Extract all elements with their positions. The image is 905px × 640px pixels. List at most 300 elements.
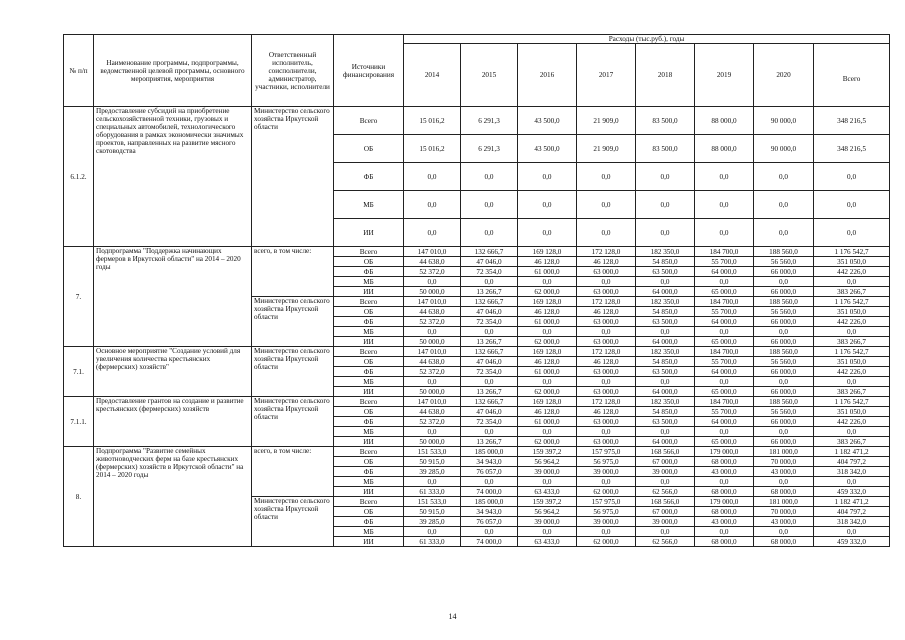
total-value: 351 050,0 bbox=[814, 257, 890, 267]
year-value: 169 128,0 bbox=[518, 397, 577, 407]
year-value: 0,0 bbox=[695, 427, 754, 437]
year-value: 147 010,0 bbox=[404, 397, 461, 407]
program-name: Предоставление субсидий на приобретение сельскохозяйственной техники, грузовых и специальных автомобилей, технологического оборудования в рамках экономически значимых проектов, направленных на развитие мясного скотоводства bbox=[94, 107, 252, 247]
year-value: 62 000,0 bbox=[518, 337, 577, 347]
funding-source: ФБ bbox=[334, 367, 404, 377]
total-value: 1 176 542,7 bbox=[814, 247, 890, 257]
year-value: 0,0 bbox=[577, 477, 636, 487]
header-year: 2019 bbox=[695, 44, 754, 107]
year-value: 62 566,0 bbox=[636, 487, 695, 497]
funding-source: МБ bbox=[334, 477, 404, 487]
total-value: 0,0 bbox=[814, 377, 890, 387]
year-value: 43 500,0 bbox=[518, 135, 577, 163]
responsible-executor: Министерство сельского хозяйства Иркутской области bbox=[252, 397, 334, 447]
year-value: 66 000,0 bbox=[754, 267, 814, 277]
funding-source: МБ bbox=[334, 191, 404, 219]
year-value: 68 000,0 bbox=[695, 507, 754, 517]
total-value: 459 332,0 bbox=[814, 537, 890, 547]
year-value: 54 850,0 bbox=[636, 307, 695, 317]
total-value: 1 182 471,2 bbox=[814, 447, 890, 457]
year-value: 50 000,0 bbox=[404, 387, 461, 397]
year-value: 0,0 bbox=[404, 219, 461, 247]
total-value: 0,0 bbox=[814, 527, 890, 537]
year-value: 72 354,0 bbox=[461, 267, 518, 277]
year-value: 63 000,0 bbox=[577, 337, 636, 347]
year-value: 67 000,0 bbox=[636, 507, 695, 517]
total-value: 404 797,2 bbox=[814, 457, 890, 467]
year-value: 0,0 bbox=[636, 277, 695, 287]
funding-source: Всего bbox=[334, 497, 404, 507]
total-value: 383 266,7 bbox=[814, 287, 890, 297]
year-value: 44 638,0 bbox=[404, 257, 461, 267]
total-value: 1 182 471,2 bbox=[814, 497, 890, 507]
year-value: 132 666,7 bbox=[461, 247, 518, 257]
year-value: 39 000,0 bbox=[577, 517, 636, 527]
total-value: 442 226,0 bbox=[814, 417, 890, 427]
total-value: 0,0 bbox=[814, 191, 890, 219]
year-value: 0,0 bbox=[577, 527, 636, 537]
year-value: 182 350,0 bbox=[636, 397, 695, 407]
year-value: 56 975,0 bbox=[577, 507, 636, 517]
header-name: Наименование программы, подпрограммы, ведомственной целевой программы, основного мероприятия, мероприятия bbox=[94, 35, 252, 107]
year-value: 55 700,0 bbox=[695, 257, 754, 267]
year-value: 188 560,0 bbox=[754, 247, 814, 257]
funding-source: Всего bbox=[334, 247, 404, 257]
year-value: 15 016,2 bbox=[404, 107, 461, 135]
year-value: 39 000,0 bbox=[577, 467, 636, 477]
year-value: 6 291,3 bbox=[461, 107, 518, 135]
funding-source: Всего bbox=[334, 397, 404, 407]
year-value: 0,0 bbox=[404, 527, 461, 537]
year-value: 159 397,2 bbox=[518, 447, 577, 457]
year-value: 39 000,0 bbox=[636, 467, 695, 477]
year-value: 66 000,0 bbox=[754, 317, 814, 327]
year-value: 0,0 bbox=[577, 427, 636, 437]
year-value: 64 000,0 bbox=[695, 367, 754, 377]
year-value: 0,0 bbox=[461, 377, 518, 387]
responsible-executor: всего, в том числе: bbox=[252, 247, 334, 297]
year-value: 0,0 bbox=[636, 477, 695, 487]
year-value: 185 000,0 bbox=[461, 447, 518, 457]
total-value: 383 266,7 bbox=[814, 437, 890, 447]
year-value: 61 000,0 bbox=[518, 417, 577, 427]
year-value: 0,0 bbox=[754, 527, 814, 537]
year-value: 61 333,0 bbox=[404, 537, 461, 547]
year-value: 63 000,0 bbox=[577, 287, 636, 297]
year-value: 0,0 bbox=[461, 477, 518, 487]
year-value: 0,0 bbox=[636, 219, 695, 247]
year-value: 0,0 bbox=[518, 477, 577, 487]
year-value: 50 000,0 bbox=[404, 337, 461, 347]
header-source: Источники финансирования bbox=[334, 35, 404, 107]
year-value: 0,0 bbox=[636, 527, 695, 537]
funding-source: МБ bbox=[334, 527, 404, 537]
funding-source: ОБ bbox=[334, 357, 404, 367]
year-value: 52 372,0 bbox=[404, 417, 461, 427]
year-value: 169 128,0 bbox=[518, 347, 577, 357]
year-value: 15 016,2 bbox=[404, 135, 461, 163]
year-value: 52 372,0 bbox=[404, 367, 461, 377]
year-value: 66 000,0 bbox=[754, 287, 814, 297]
year-value: 50 000,0 bbox=[404, 287, 461, 297]
total-value: 348 216,5 bbox=[814, 135, 890, 163]
year-value: 46 128,0 bbox=[518, 357, 577, 367]
year-value: 46 128,0 bbox=[518, 307, 577, 317]
funding-source: МБ bbox=[334, 427, 404, 437]
year-value: 39 000,0 bbox=[518, 517, 577, 527]
year-value: 21 909,0 bbox=[577, 107, 636, 135]
year-value: 0,0 bbox=[518, 191, 577, 219]
year-value: 0,0 bbox=[577, 327, 636, 337]
year-value: 169 128,0 bbox=[518, 297, 577, 307]
year-value: 168 566,0 bbox=[636, 497, 695, 507]
year-value: 64 000,0 bbox=[695, 317, 754, 327]
funding-source: ИИ bbox=[334, 487, 404, 497]
year-value: 63 000,0 bbox=[577, 387, 636, 397]
row-number: 7. bbox=[64, 247, 94, 347]
responsible-executor: всего, в том числе: bbox=[252, 447, 334, 497]
header-responsible: Ответственный исполнитель, соисполнители, администратор, участники, исполнители bbox=[252, 35, 334, 107]
responsible-executor: Министерство сельского хозяйства Иркутской области bbox=[252, 497, 334, 547]
year-value: 0,0 bbox=[754, 477, 814, 487]
program-name: Подпрограмма "Развитие семейных животноводческих ферм на базе крестьянских (фермерских) хозяйств в Иркутской области" на 2014 – 2020 годы bbox=[94, 447, 252, 547]
year-value: 52 372,0 bbox=[404, 317, 461, 327]
year-value: 50 915,0 bbox=[404, 457, 461, 467]
total-value: 459 332,0 bbox=[814, 487, 890, 497]
funding-source: ОБ bbox=[334, 507, 404, 517]
header-year: 2015 bbox=[461, 44, 518, 107]
year-value: 56 560,0 bbox=[754, 357, 814, 367]
funding-source: ОБ bbox=[334, 457, 404, 467]
year-value: 0,0 bbox=[577, 377, 636, 387]
year-value: 56 964,2 bbox=[518, 507, 577, 517]
year-value: 72 354,0 bbox=[461, 367, 518, 377]
year-value: 63 000,0 bbox=[577, 367, 636, 377]
year-value: 181 000,0 bbox=[754, 497, 814, 507]
program-name: Предоставление грантов на создание и развитие крестьянских (фермерских) хозяйств bbox=[94, 397, 252, 447]
document-page bbox=[63, 34, 889, 547]
year-value: 0,0 bbox=[695, 277, 754, 287]
year-value: 0,0 bbox=[518, 527, 577, 537]
year-value: 65 000,0 bbox=[695, 387, 754, 397]
year-value: 0,0 bbox=[404, 427, 461, 437]
page-number: 14 bbox=[448, 612, 457, 621]
funding-source: Всего bbox=[334, 447, 404, 457]
year-value: 0,0 bbox=[695, 163, 754, 191]
year-value: 0,0 bbox=[461, 527, 518, 537]
year-value: 0,0 bbox=[404, 277, 461, 287]
year-value: 157 975,0 bbox=[577, 447, 636, 457]
year-value: 62 000,0 bbox=[518, 437, 577, 447]
year-value: 0,0 bbox=[461, 191, 518, 219]
year-value: 0,0 bbox=[577, 277, 636, 287]
year-value: 184 700,0 bbox=[695, 247, 754, 257]
year-value: 182 350,0 bbox=[636, 297, 695, 307]
year-value: 62 000,0 bbox=[518, 387, 577, 397]
funding-source: Всего bbox=[334, 347, 404, 357]
year-value: 64 000,0 bbox=[695, 267, 754, 277]
year-value: 54 850,0 bbox=[636, 407, 695, 417]
funding-source: ФБ bbox=[334, 417, 404, 427]
year-value: 132 666,7 bbox=[461, 347, 518, 357]
responsible-executor: Министерство сельского хозяйства Иркутской области bbox=[252, 297, 334, 347]
year-value: 63 500,0 bbox=[636, 317, 695, 327]
header-year: 2017 bbox=[577, 44, 636, 107]
year-value: 72 354,0 bbox=[461, 417, 518, 427]
year-value: 147 010,0 bbox=[404, 297, 461, 307]
year-value: 147 010,0 bbox=[404, 347, 461, 357]
funding-source: МБ bbox=[334, 277, 404, 287]
responsible-executor: Министерство сельского хозяйства Иркутской области bbox=[252, 347, 334, 397]
program-name: Подпрограмма "Поддержка начинающих фермеров в Иркутской области" на 2014 – 2020 годы bbox=[94, 247, 252, 347]
year-value: 74 000,0 bbox=[461, 487, 518, 497]
year-value: 55 700,0 bbox=[695, 307, 754, 317]
year-value: 63 000,0 bbox=[577, 317, 636, 327]
year-value: 43 000,0 bbox=[695, 517, 754, 527]
year-value: 61 333,0 bbox=[404, 487, 461, 497]
year-value: 151 533,0 bbox=[404, 447, 461, 457]
year-value: 62 000,0 bbox=[577, 487, 636, 497]
year-value: 0,0 bbox=[461, 277, 518, 287]
funding-source: ОБ bbox=[334, 257, 404, 267]
funding-source: ИИ bbox=[334, 337, 404, 347]
year-value: 39 285,0 bbox=[404, 467, 461, 477]
year-value: 63 000,0 bbox=[577, 417, 636, 427]
year-value: 76 057,0 bbox=[461, 517, 518, 527]
year-value: 63 500,0 bbox=[636, 417, 695, 427]
year-value: 63 000,0 bbox=[577, 437, 636, 447]
year-value: 132 666,7 bbox=[461, 397, 518, 407]
total-value: 318 342,0 bbox=[814, 517, 890, 527]
year-value: 0,0 bbox=[461, 427, 518, 437]
year-value: 46 128,0 bbox=[577, 307, 636, 317]
year-value: 61 000,0 bbox=[518, 367, 577, 377]
year-value: 46 128,0 bbox=[518, 257, 577, 267]
funding-source: ИИ bbox=[334, 537, 404, 547]
year-value: 0,0 bbox=[518, 219, 577, 247]
year-value: 62 000,0 bbox=[518, 287, 577, 297]
total-value: 0,0 bbox=[814, 327, 890, 337]
year-value: 74 000,0 bbox=[461, 537, 518, 547]
year-value: 44 638,0 bbox=[404, 357, 461, 367]
year-value: 46 128,0 bbox=[577, 257, 636, 267]
year-value: 0,0 bbox=[577, 219, 636, 247]
year-value: 0,0 bbox=[754, 219, 814, 247]
year-value: 68 000,0 bbox=[695, 537, 754, 547]
year-value: 0,0 bbox=[695, 377, 754, 387]
year-value: 0,0 bbox=[695, 327, 754, 337]
year-value: 66 000,0 bbox=[754, 387, 814, 397]
year-value: 0,0 bbox=[695, 191, 754, 219]
year-value: 43 000,0 bbox=[754, 467, 814, 477]
year-value: 83 500,0 bbox=[636, 135, 695, 163]
year-value: 172 128,0 bbox=[577, 297, 636, 307]
year-value: 46 128,0 bbox=[577, 357, 636, 367]
year-value: 0,0 bbox=[404, 191, 461, 219]
year-value: 0,0 bbox=[636, 191, 695, 219]
year-value: 54 850,0 bbox=[636, 257, 695, 267]
total-value: 0,0 bbox=[814, 477, 890, 487]
year-value: 13 266,7 bbox=[461, 287, 518, 297]
year-value: 184 700,0 bbox=[695, 397, 754, 407]
expenses-table bbox=[63, 34, 890, 547]
year-value: 181 000,0 bbox=[754, 447, 814, 457]
program-name: Основное мероприятие "Создание условий для увеличения количества крестьянских (фермерских) хозяйств" bbox=[94, 347, 252, 397]
year-value: 0,0 bbox=[754, 191, 814, 219]
year-value: 157 975,0 bbox=[577, 497, 636, 507]
total-value: 383 266,7 bbox=[814, 387, 890, 397]
year-value: 63 500,0 bbox=[636, 267, 695, 277]
year-value: 185 000,0 bbox=[461, 497, 518, 507]
table-row bbox=[64, 447, 890, 457]
year-value: 188 560,0 bbox=[754, 297, 814, 307]
year-value: 44 638,0 bbox=[404, 307, 461, 317]
year-value: 56 560,0 bbox=[754, 257, 814, 267]
year-value: 0,0 bbox=[518, 327, 577, 337]
year-value: 0,0 bbox=[461, 219, 518, 247]
year-value: 65 000,0 bbox=[695, 287, 754, 297]
year-value: 52 372,0 bbox=[404, 267, 461, 277]
year-value: 88 000,0 bbox=[695, 135, 754, 163]
year-value: 56 560,0 bbox=[754, 407, 814, 417]
funding-source: ИИ bbox=[334, 437, 404, 447]
year-value: 0,0 bbox=[404, 377, 461, 387]
year-value: 169 128,0 bbox=[518, 247, 577, 257]
table-row bbox=[64, 397, 890, 407]
year-value: 83 500,0 bbox=[636, 107, 695, 135]
year-value: 6 291,3 bbox=[461, 135, 518, 163]
year-value: 151 533,0 bbox=[404, 497, 461, 507]
year-value: 70 000,0 bbox=[754, 457, 814, 467]
year-value: 47 046,0 bbox=[461, 257, 518, 267]
table-row bbox=[64, 347, 890, 357]
header-year: 2020 bbox=[754, 44, 814, 107]
year-value: 68 000,0 bbox=[754, 487, 814, 497]
total-value: 1 176 542,7 bbox=[814, 297, 890, 307]
year-value: 50 915,0 bbox=[404, 507, 461, 517]
year-value: 0,0 bbox=[461, 163, 518, 191]
year-value: 65 000,0 bbox=[695, 437, 754, 447]
year-value: 182 350,0 bbox=[636, 347, 695, 357]
year-value: 39 285,0 bbox=[404, 517, 461, 527]
year-value: 65 000,0 bbox=[695, 337, 754, 347]
year-value: 0,0 bbox=[518, 277, 577, 287]
year-value: 0,0 bbox=[695, 527, 754, 537]
table-row bbox=[64, 107, 890, 135]
year-value: 56 975,0 bbox=[577, 457, 636, 467]
header-year: 2014 bbox=[404, 44, 461, 107]
year-value: 184 700,0 bbox=[695, 297, 754, 307]
year-value: 0,0 bbox=[404, 327, 461, 337]
total-value: 351 050,0 bbox=[814, 307, 890, 317]
year-value: 0,0 bbox=[754, 427, 814, 437]
year-value: 63 433,0 bbox=[518, 487, 577, 497]
year-value: 179 000,0 bbox=[695, 447, 754, 457]
total-value: 0,0 bbox=[814, 219, 890, 247]
year-value: 0,0 bbox=[695, 219, 754, 247]
year-value: 43 000,0 bbox=[695, 467, 754, 477]
year-value: 72 354,0 bbox=[461, 317, 518, 327]
total-value: 0,0 bbox=[814, 427, 890, 437]
funding-source: ОБ bbox=[334, 407, 404, 417]
year-value: 66 000,0 bbox=[754, 417, 814, 427]
year-value: 90 000,0 bbox=[754, 135, 814, 163]
funding-source: Всего bbox=[334, 297, 404, 307]
year-value: 39 000,0 bbox=[518, 467, 577, 477]
year-value: 172 128,0 bbox=[577, 397, 636, 407]
funding-source: ИИ bbox=[334, 287, 404, 297]
row-number: 6.1.2. bbox=[64, 107, 94, 247]
year-value: 0,0 bbox=[754, 327, 814, 337]
total-value: 1 176 542,7 bbox=[814, 347, 890, 357]
year-value: 39 000,0 bbox=[636, 517, 695, 527]
total-value: 442 226,0 bbox=[814, 367, 890, 377]
year-value: 63 500,0 bbox=[636, 367, 695, 377]
year-value: 90 000,0 bbox=[754, 107, 814, 135]
year-value: 50 000,0 bbox=[404, 437, 461, 447]
year-value: 44 638,0 bbox=[404, 407, 461, 417]
year-value: 64 000,0 bbox=[695, 417, 754, 427]
year-value: 0,0 bbox=[577, 191, 636, 219]
year-value: 43 500,0 bbox=[518, 107, 577, 135]
total-value: 0,0 bbox=[814, 277, 890, 287]
year-value: 159 397,2 bbox=[518, 497, 577, 507]
year-value: 0,0 bbox=[518, 427, 577, 437]
year-value: 132 666,7 bbox=[461, 297, 518, 307]
year-value: 0,0 bbox=[404, 477, 461, 487]
year-value: 64 000,0 bbox=[636, 387, 695, 397]
year-value: 70 000,0 bbox=[754, 507, 814, 517]
funding-source: ОБ bbox=[334, 135, 404, 163]
total-value: 383 266,7 bbox=[814, 337, 890, 347]
year-value: 47 046,0 bbox=[461, 307, 518, 317]
header-year: 2016 bbox=[518, 44, 577, 107]
header-no: № п/п bbox=[64, 35, 94, 107]
year-value: 21 909,0 bbox=[577, 135, 636, 163]
year-value: 68 000,0 bbox=[754, 537, 814, 547]
year-value: 66 000,0 bbox=[754, 337, 814, 347]
year-value: 0,0 bbox=[636, 377, 695, 387]
year-value: 61 000,0 bbox=[518, 267, 577, 277]
year-value: 68 000,0 bbox=[695, 457, 754, 467]
funding-source: Всего bbox=[334, 107, 404, 135]
year-value: 0,0 bbox=[636, 327, 695, 337]
year-value: 172 128,0 bbox=[577, 247, 636, 257]
year-value: 172 128,0 bbox=[577, 347, 636, 357]
funding-source: ФБ bbox=[334, 517, 404, 527]
header-year: 2018 bbox=[636, 44, 695, 107]
year-value: 55 700,0 bbox=[695, 357, 754, 367]
year-value: 47 046,0 bbox=[461, 407, 518, 417]
year-value: 56 560,0 bbox=[754, 307, 814, 317]
year-value: 64 000,0 bbox=[636, 287, 695, 297]
year-value: 47 046,0 bbox=[461, 357, 518, 367]
year-value: 55 700,0 bbox=[695, 407, 754, 417]
table-row bbox=[64, 247, 890, 257]
responsible-executor: Министерство сельского хозяйства Иркутской области bbox=[252, 107, 334, 247]
row-number: 7.1. bbox=[64, 347, 94, 397]
year-value: 34 943,0 bbox=[461, 457, 518, 467]
row-number: 7.1.1. bbox=[64, 397, 94, 447]
year-value: 0,0 bbox=[754, 163, 814, 191]
year-value: 182 350,0 bbox=[636, 247, 695, 257]
year-value: 0,0 bbox=[754, 277, 814, 287]
year-value: 0,0 bbox=[577, 163, 636, 191]
funding-source: ИИ bbox=[334, 387, 404, 397]
year-value: 0,0 bbox=[754, 377, 814, 387]
year-value: 63 433,0 bbox=[518, 537, 577, 547]
funding-source: МБ bbox=[334, 327, 404, 337]
